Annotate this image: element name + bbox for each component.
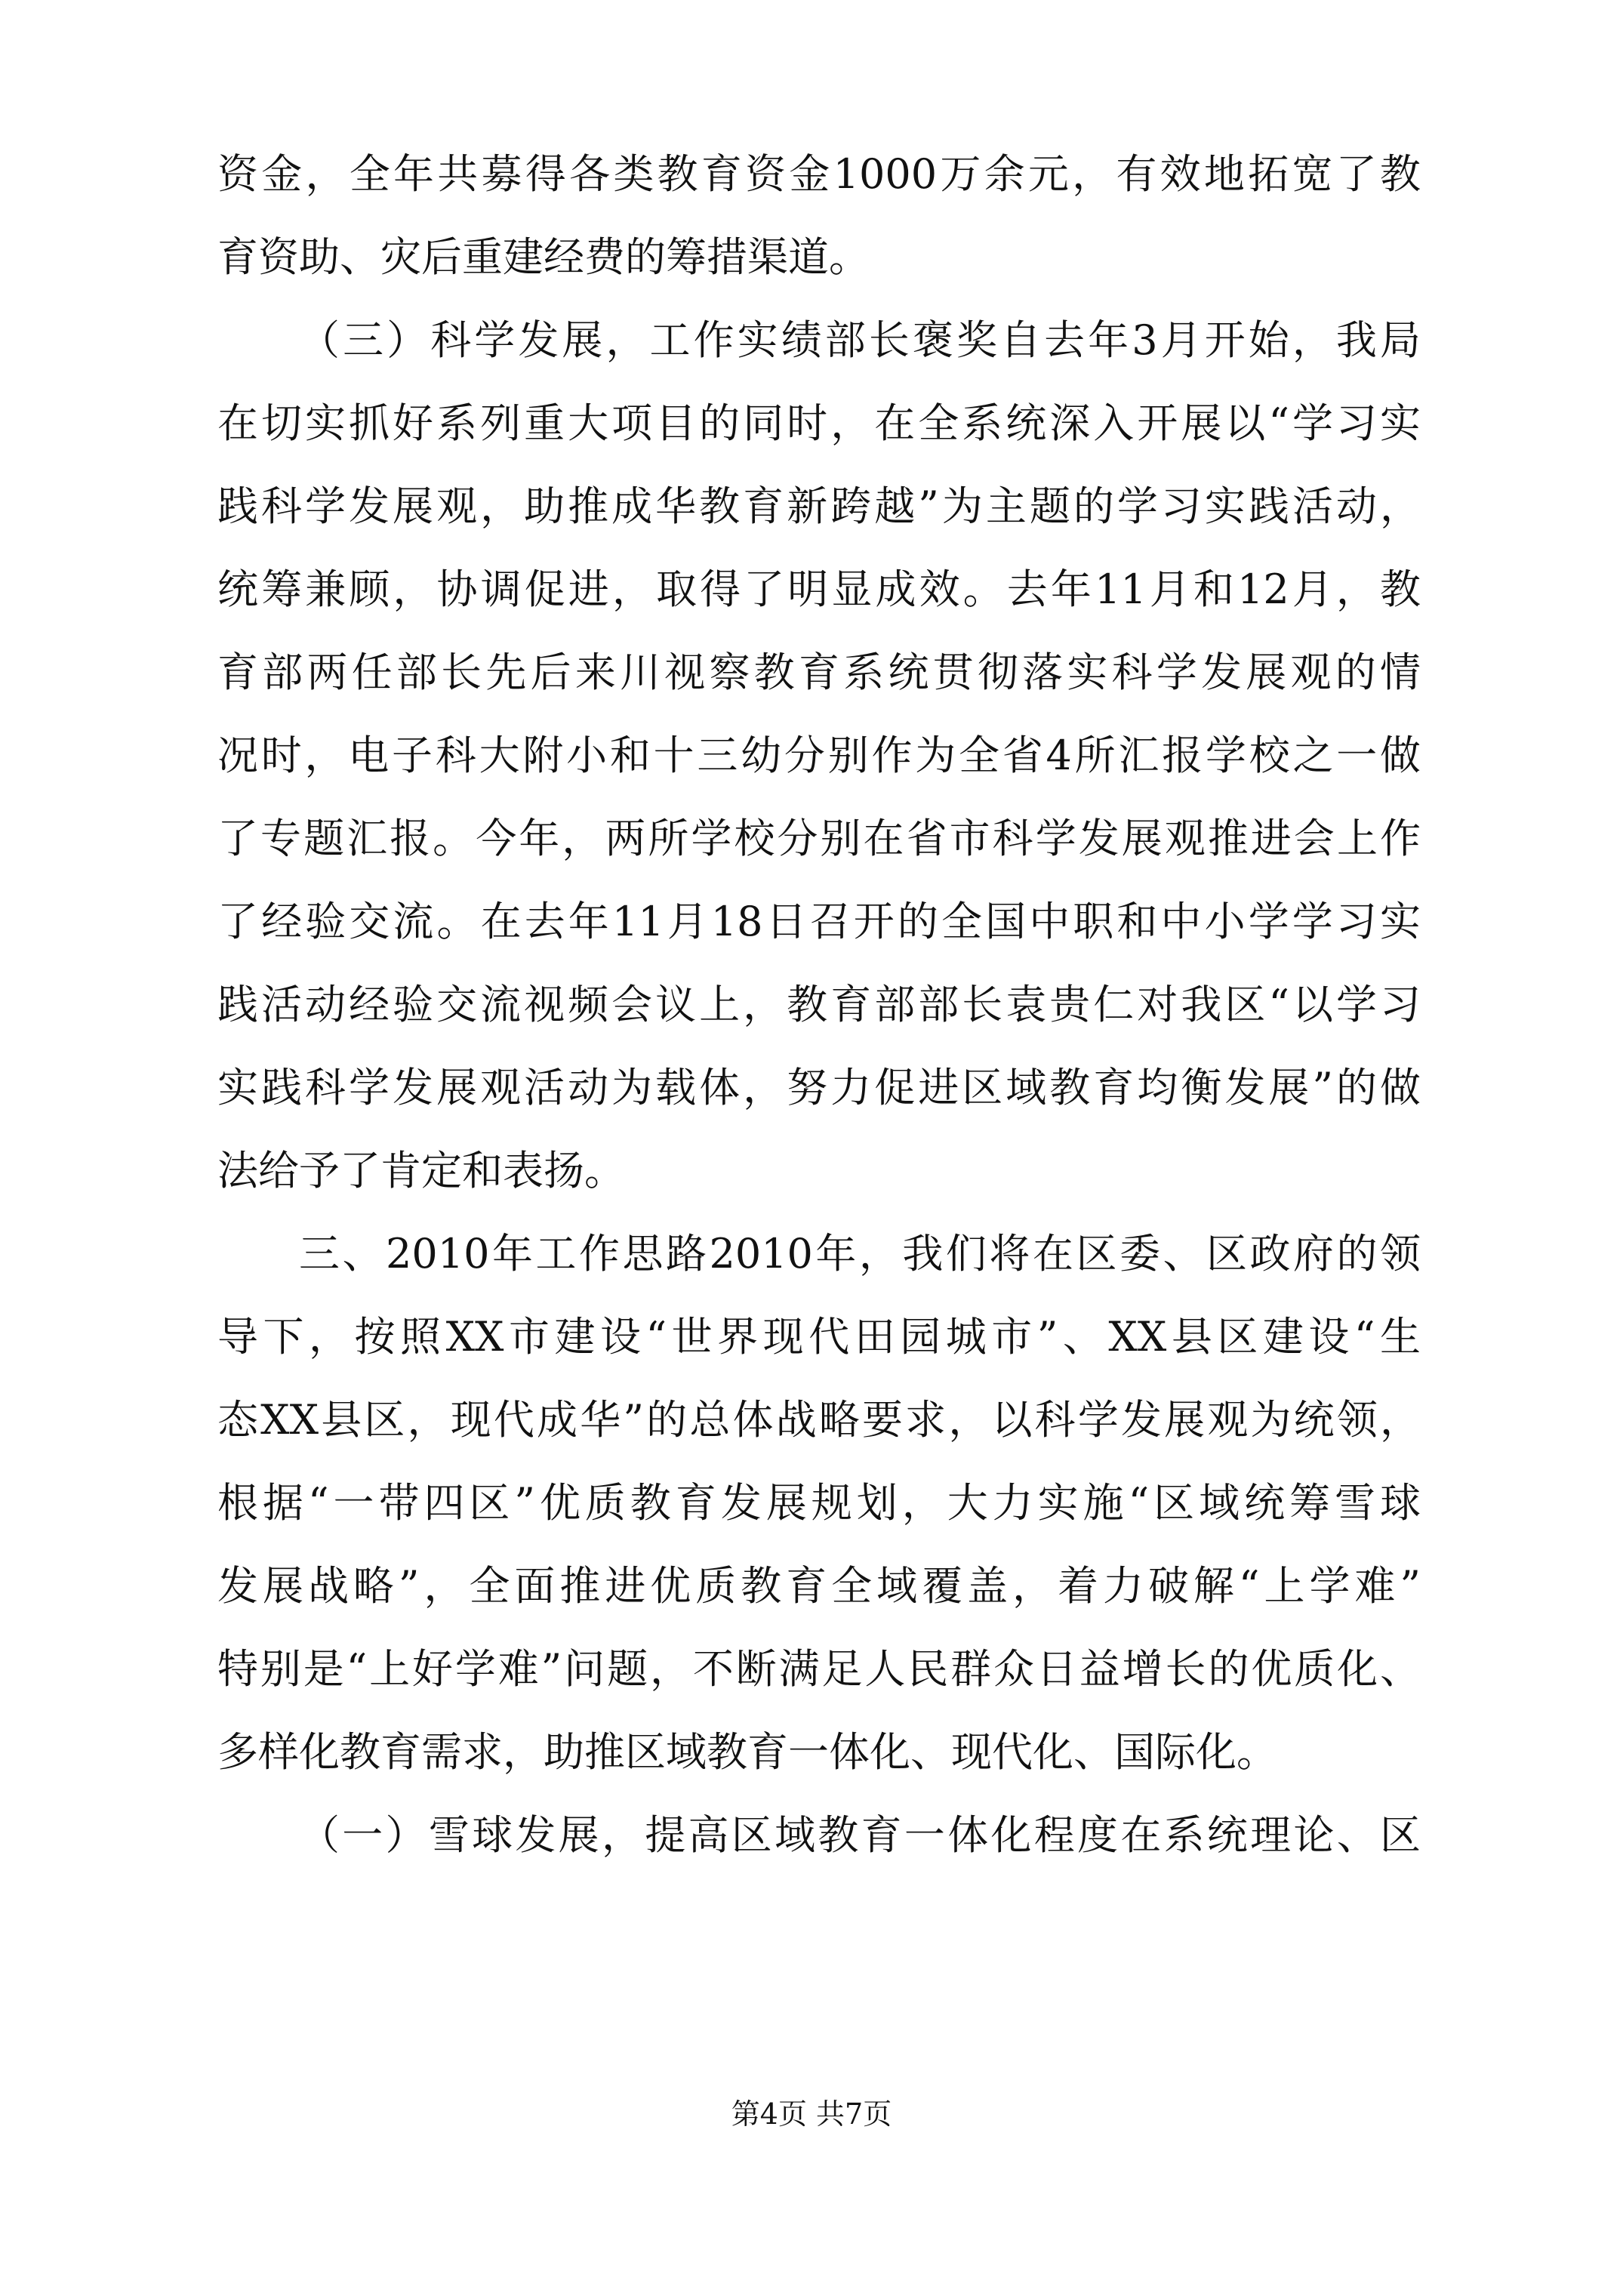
text-line: 育部两任部长先后来川视察教育系统贯彻落实科学发展观的情: [217, 649, 1421, 696]
page-number-footer: 第4页 共7页: [731, 2097, 892, 2131]
text-line: 根据“一带四区”优质教育发展规划，大力实施“区域统筹雪球: [217, 1479, 1421, 1527]
text-line: 践科学发展观，助推成华教育新跨越”为主题的学习实践活动，: [217, 482, 1421, 530]
text-line: 践活动经验交流视频会议上，教育部部长袁贵仁对我区“以学习: [217, 981, 1421, 1028]
text-line: 发展战略”，全面推进优质教育全域覆盖，着力破解“上学难”: [217, 1562, 1421, 1610]
text-line: 育资助、灾后重建经费的筹措渠道。: [217, 233, 870, 281]
text-line: 态XX县区，现代成华”的总体战略要求，以科学发展观为统领，: [217, 1396, 1421, 1444]
text-line: 法给予了肯定和表扬。: [217, 1147, 625, 1194]
text-line: 在切实抓好系列重大项目的同时，在全系统深入开展以“学习实: [217, 399, 1421, 447]
text-line: （一）雪球发展，提高区域教育一体化程度在系统理论、区: [299, 1811, 1421, 1859]
text-line: 实践科学发展观活动为载体，努力促进区域教育均衡发展”的做: [217, 1064, 1421, 1111]
text-line: 特别是“上好学难”问题，不断满足人民群众日益增长的优质化、: [217, 1645, 1421, 1693]
text-line: 导下，按照XX市建设“世界现代田园城市”、XX县区建设“生: [217, 1313, 1421, 1361]
text-line: 资金，全年共募得各类教育资金1000万余元，有效地拓宽了教: [217, 150, 1421, 198]
text-line: 了专题汇报。今年，两所学校分别在省市科学发展观推进会上作: [217, 815, 1421, 862]
text-line: 了经验交流。在去年11月18日召开的全国中职和中小学学习实: [217, 898, 1421, 945]
text-line: 三、2010年工作思路2010年，我们将在区委、区政府的领: [299, 1230, 1421, 1277]
text-line: 多样化教育需求，助推区域教育一体化、现代化、国际化。: [217, 1728, 1277, 1776]
text-line: 统筹兼顾，协调促进，取得了明显成效。去年11月和12月，教: [217, 566, 1421, 613]
text-line: （三）科学发展，工作实绩部长褒奖自去年3月开始，我局: [299, 316, 1421, 364]
text-line: 况时，电子科大附小和十三幼分别作为全省4所汇报学校之一做: [217, 732, 1421, 779]
